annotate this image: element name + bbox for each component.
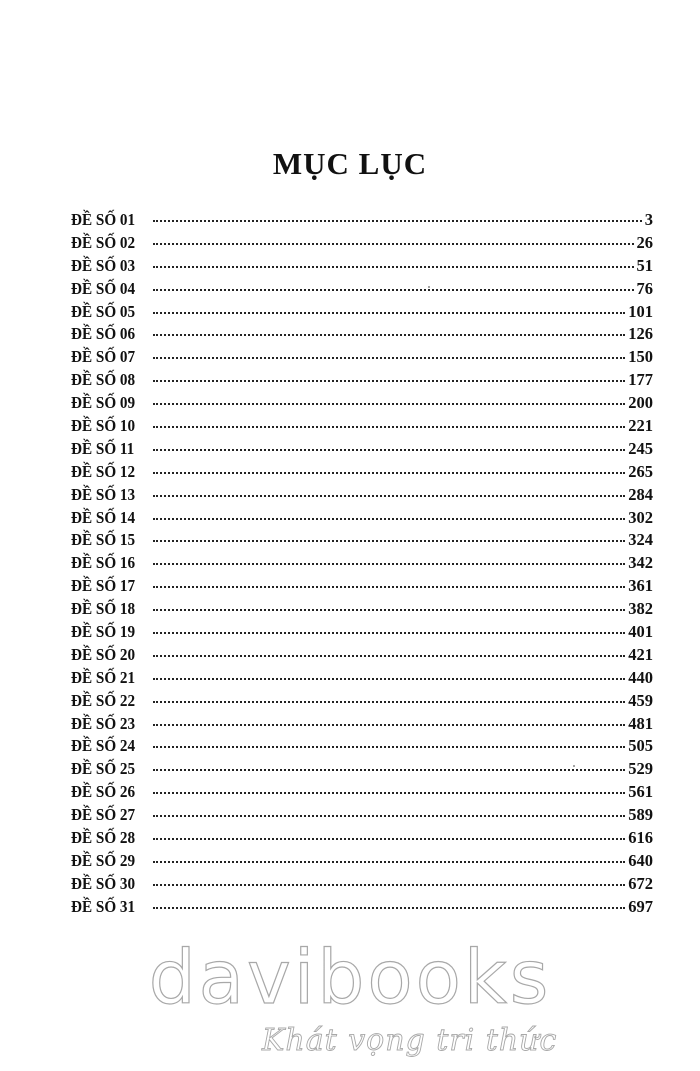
scan-speck (573, 765, 575, 767)
toc-entry-page: 440 (628, 667, 653, 687)
toc-entry (71, 781, 653, 804)
toc-entry-label: ĐỀ SỐ 25 (71, 759, 136, 779)
toc-leader-dots (153, 678, 625, 680)
toc-entry-page: 382 (628, 599, 653, 619)
toc-entry-page: 697 (628, 896, 653, 916)
toc-leader-dots (153, 861, 625, 863)
toc-entry-label: ĐỀ SỐ 21 (71, 667, 136, 687)
toc-entry (71, 415, 653, 438)
toc-leader-dots (153, 815, 625, 817)
toc-entry (71, 438, 653, 461)
watermark (0, 935, 700, 1058)
toc-leader-dots (153, 289, 634, 291)
toc-entry-label: ĐỀ SỐ 05 (71, 301, 136, 321)
toc-entry-page: 421 (628, 644, 653, 664)
toc-entry-label: ĐỀ SỐ 09 (71, 393, 136, 413)
toc-leader-dots (153, 609, 625, 611)
toc-entry-page: 616 (628, 828, 653, 848)
toc-entry-page: 481 (628, 713, 653, 733)
toc-leader-dots (153, 518, 625, 520)
toc-entry-page: 3 (644, 210, 653, 229)
toc-entry-label: ĐỀ SỐ 08 (71, 370, 136, 390)
toc-entry (71, 713, 653, 736)
toc-leader-dots (153, 586, 625, 588)
toc-entry-label: ĐỀ SỐ 24 (71, 736, 136, 756)
toc-entry-page: 76 (636, 278, 653, 298)
toc-entry (71, 323, 653, 346)
scan-speck (428, 286, 430, 288)
toc-leader-dots (153, 838, 625, 840)
toc-entry-label: ĐỀ SỐ 17 (71, 576, 136, 596)
toc-entry (71, 278, 653, 301)
toc-entry (71, 552, 653, 575)
toc-leader-dots (153, 724, 625, 726)
toc-entry-page: 505 (628, 736, 653, 756)
toc-entry-page: 265 (628, 461, 653, 481)
toc-entry-page: 26 (636, 232, 653, 252)
toc-entry-page: 324 (628, 530, 653, 550)
toc-entry (71, 644, 653, 667)
table-of-contents (71, 209, 653, 919)
toc-entry-label: ĐỀ SỐ 23 (71, 713, 136, 733)
toc-entry (71, 301, 653, 324)
toc-entry-label: ĐỀ SỐ 29 (71, 850, 136, 870)
toc-entry-label: ĐỀ SỐ 12 (71, 461, 136, 481)
toc-leader-dots (153, 632, 625, 634)
toc-entry-page: 401 (628, 622, 653, 642)
toc-entry-label: ĐỀ SỐ 06 (71, 324, 136, 344)
toc-leader-dots (153, 380, 625, 382)
toc-entry-page: 302 (628, 507, 653, 527)
toc-entry-page: 126 (628, 324, 653, 344)
toc-entry-label: ĐỀ SỐ 28 (71, 828, 136, 848)
toc-entry-label: ĐỀ SỐ 30 (71, 873, 136, 893)
toc-entry-page: 200 (628, 393, 653, 413)
toc-leader-dots (153, 449, 625, 451)
toc-leader-dots (153, 655, 625, 657)
toc-entry (71, 598, 653, 621)
toc-leader-dots (153, 403, 625, 405)
toc-entry (71, 392, 653, 415)
toc-entry-page: 361 (628, 576, 653, 596)
toc-entry-page: 284 (628, 484, 653, 504)
toc-leader-dots (153, 907, 625, 909)
toc-leader-dots (153, 884, 625, 886)
toc-entry-label: ĐỀ SỐ 01 (71, 210, 136, 229)
toc-entry-page: 150 (628, 347, 653, 367)
toc-entry (71, 255, 653, 278)
toc-entry (71, 529, 653, 552)
toc-entry-page: 561 (628, 782, 653, 802)
toc-entry-label: ĐỀ SỐ 22 (71, 690, 136, 710)
toc-entry-label: ĐỀ SỐ 27 (71, 805, 136, 825)
watermark-brand: davibooks (148, 935, 552, 1021)
toc-leader-dots (153, 312, 625, 314)
toc-entry (71, 896, 653, 919)
toc-entry-label: ĐỀ SỐ 07 (71, 347, 136, 367)
toc-entry (71, 667, 653, 690)
toc-entry-page: 672 (628, 873, 653, 893)
toc-entry (71, 621, 653, 644)
toc-entry-page: 101 (628, 301, 653, 321)
toc-entry-label: ĐỀ SỐ 10 (71, 416, 136, 436)
toc-entry (71, 690, 653, 713)
toc-leader-dots (153, 540, 625, 542)
toc-entry (71, 850, 653, 873)
toc-entry (71, 232, 653, 255)
toc-entry (71, 484, 653, 507)
toc-entry-page: 529 (628, 759, 653, 779)
toc-leader-dots (153, 266, 634, 268)
toc-entry-page: 342 (628, 553, 653, 573)
toc-leader-dots (153, 426, 625, 428)
toc-entry-label: ĐỀ SỐ 14 (71, 507, 136, 527)
toc-leader-dots (153, 563, 625, 565)
toc-entry (71, 461, 653, 484)
toc-entry-label: ĐỀ SỐ 16 (71, 553, 136, 573)
toc-entry-label: ĐỀ SỐ 13 (71, 484, 136, 504)
toc-leader-dots (153, 220, 642, 222)
watermark-slogan: Khát vọng tri thức (262, 1023, 558, 1058)
toc-entry-page: 589 (628, 805, 653, 825)
toc-entry-label: ĐỀ SỐ 03 (71, 255, 136, 275)
toc-entry (71, 758, 653, 781)
toc-leader-dots (153, 701, 625, 703)
toc-entry-page: 245 (628, 438, 653, 458)
toc-entry-label: ĐỀ SỐ 04 (71, 278, 136, 298)
toc-entry-label: ĐỀ SỐ 26 (71, 782, 136, 802)
toc-entry-label: ĐỀ SỐ 19 (71, 622, 136, 642)
toc-entry (71, 369, 653, 392)
toc-leader-dots (153, 746, 625, 748)
toc-leader-dots (153, 472, 625, 474)
toc-entry (71, 873, 653, 896)
toc-leader-dots (153, 243, 634, 245)
toc-entry-label: ĐỀ SỐ 02 (71, 232, 136, 252)
toc-leader-dots (153, 495, 625, 497)
toc-entry-label: ĐỀ SỐ 20 (71, 644, 136, 664)
toc-entry (71, 209, 653, 232)
toc-entry (71, 827, 653, 850)
toc-entry-label: ĐỀ SỐ 15 (71, 530, 136, 550)
toc-entry-label: ĐỀ SỐ 18 (71, 599, 136, 619)
toc-entry (71, 804, 653, 827)
toc-leader-dots (153, 357, 625, 359)
toc-entry-page: 221 (628, 416, 653, 436)
toc-leader-dots (153, 334, 625, 336)
toc-entry-page: 640 (628, 850, 653, 870)
toc-entry-page: 177 (628, 370, 653, 390)
page-title: MỤC LỤC (272, 146, 428, 181)
toc-entry-page: 51 (636, 255, 653, 275)
toc-entry-label: ĐỀ SỐ 31 (71, 896, 136, 916)
toc-entry (71, 507, 653, 530)
toc-entry (71, 346, 653, 369)
toc-entry-page: 459 (628, 690, 653, 710)
toc-entry (71, 735, 653, 758)
toc-leader-dots (153, 769, 625, 771)
toc-entry-label: ĐỀ SỐ 11 (71, 438, 135, 458)
toc-leader-dots (153, 792, 625, 794)
toc-entry (71, 575, 653, 598)
